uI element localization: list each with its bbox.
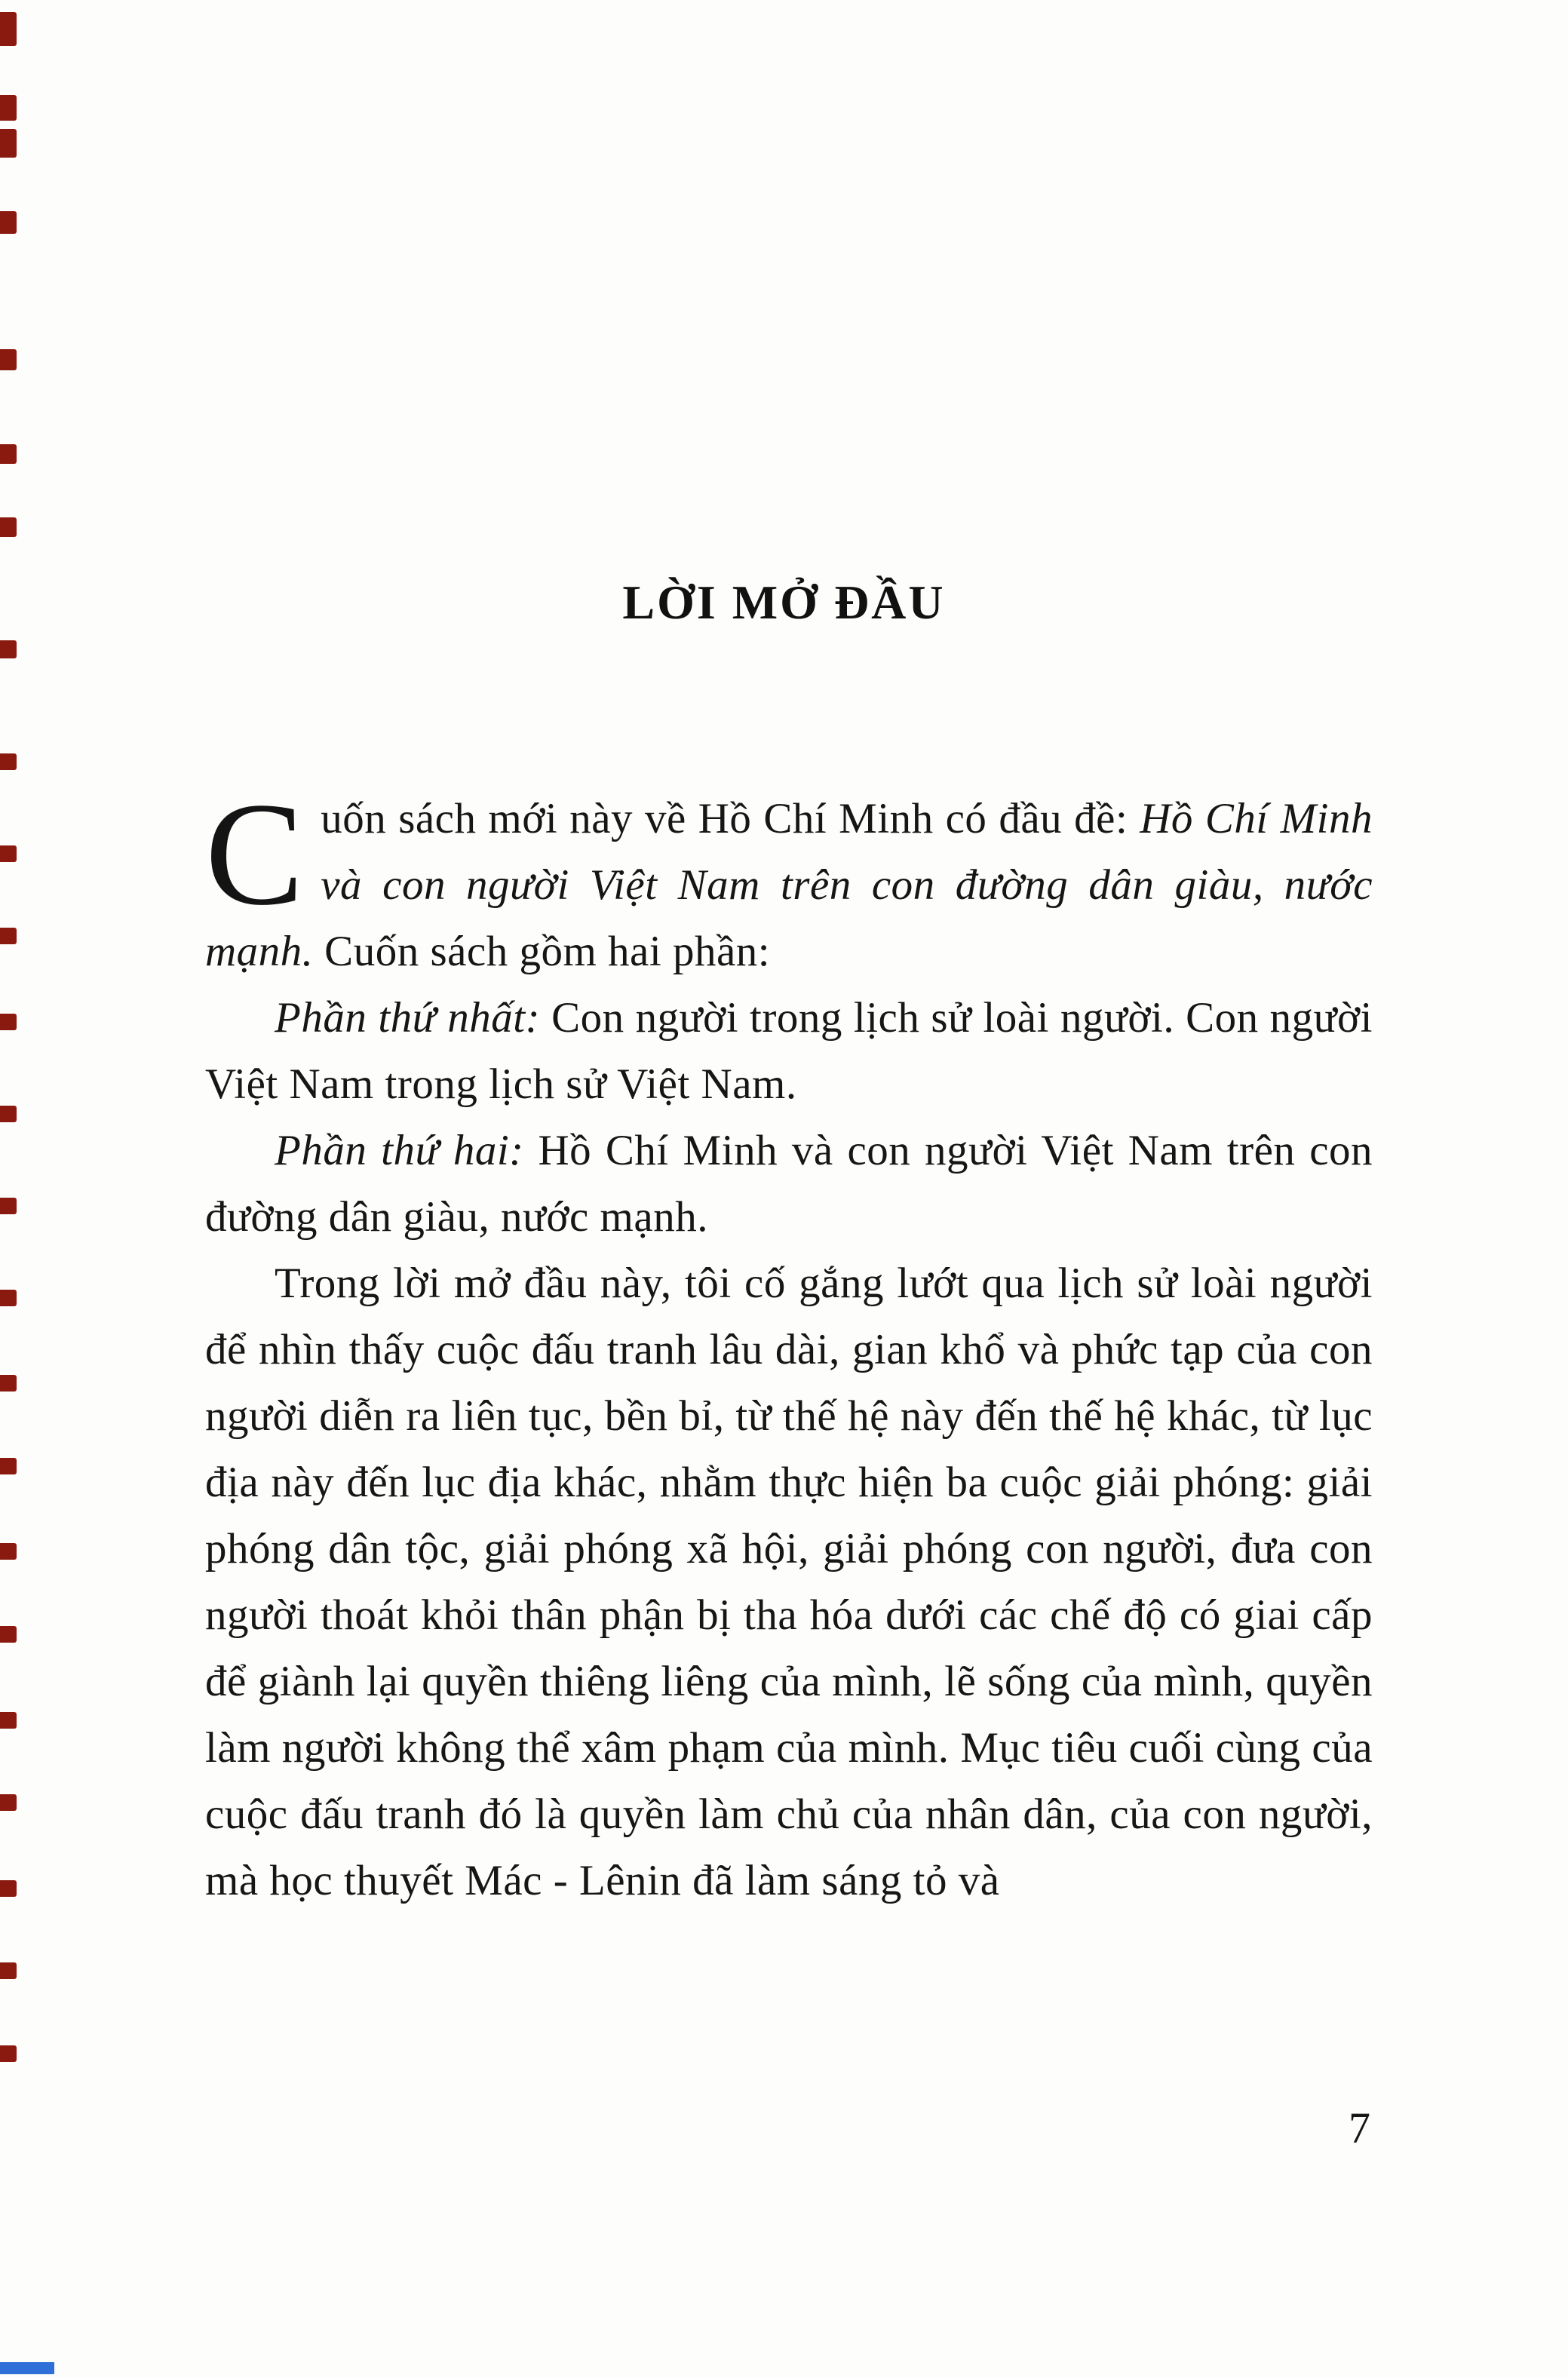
scan-edge-mark bbox=[0, 753, 17, 770]
scan-edge-mark bbox=[0, 211, 17, 234]
scan-edge-mark bbox=[0, 1290, 17, 1306]
scan-edge-mark bbox=[0, 349, 17, 370]
scan-edge-mark bbox=[0, 1198, 17, 1214]
scan-edge-mark bbox=[0, 1543, 17, 1560]
scan-edge-mark bbox=[0, 12, 17, 46]
scan-edge-mark bbox=[0, 1375, 17, 1392]
scan-edge-mark bbox=[0, 1458, 17, 1474]
scan-edge-mark bbox=[0, 444, 17, 464]
drop-cap: C bbox=[205, 772, 305, 936]
p1-lead-text: uốn sách mới này về Hồ Chí Minh có đầu đề: bbox=[321, 795, 1140, 842]
chapter-title: LỜI MỞ ĐẦU bbox=[622, 575, 946, 629]
scan-edge-mark bbox=[0, 1106, 17, 1122]
scan-edge-mark bbox=[0, 1962, 17, 1979]
scan-bottom-mark bbox=[0, 2362, 54, 2374]
scan-edge-mark bbox=[0, 517, 17, 537]
scan-edge-mark bbox=[0, 95, 17, 121]
p1-book-title-italic: Hồ Chí Minh và con người Việt Nam trên con đường dân giàu, nước mạnh. bbox=[205, 795, 1373, 975]
p4-text: Trong lời mở đầu này, tôi cố gắng lướt qua lịch sử loài người để nhìn thấy cuộc đấu tranh lâu dài, gian khổ và phức tạp của con người diễn ra liên tục, bền bỉ, từ thế hệ này đến thế hệ khác, từ lục địa này đến lục địa khác, nhằm thực hiện ba cuộc giải phóng: giải phóng dân tộc, giải phóng xã hội, giải phóng con người, đưa con người thoát khỏi thân phận bị tha hóa dưới các chế độ có giai cấp để giành lại quyền thiêng liêng của mình, lẽ sống của mình, quyền làm người không thể xâm phạm của mình. Mục tiêu cuối cùng của cuộc đấu tranh đó là quyền làm chủ của nhân dân, của con người, mà học thuyết Mác - Lênin đã làm sáng tỏ và bbox=[205, 1260, 1373, 1904]
page-number: 7 bbox=[1349, 2103, 1370, 2152]
p2-lead-italic: Phần thứ nhất: bbox=[275, 994, 541, 1042]
scan-edge-mark bbox=[0, 1626, 17, 1643]
scan-edge-mark bbox=[0, 640, 17, 658]
paragraph-4 bbox=[205, 1250, 1373, 1914]
scan-edge-mark bbox=[0, 2045, 17, 2062]
paragraph-3 bbox=[205, 1118, 1373, 1250]
paragraph-2 bbox=[205, 985, 1373, 1118]
p2-rest-text: Con người trong lịch sử loài người. Con người Việt Nam trong lịch sử Việt Nam. bbox=[205, 994, 1373, 1108]
scan-edge-mark bbox=[0, 845, 17, 862]
p3-lead-italic: Phần thứ hai: bbox=[275, 1127, 524, 1174]
p1-tail-text: Cuốn sách gồm hai phần: bbox=[313, 928, 771, 975]
scan-edge-mark bbox=[0, 129, 17, 158]
scan-edge-mark bbox=[0, 1794, 17, 1811]
scan-edge-mark bbox=[0, 928, 17, 944]
scan-edge-mark bbox=[0, 1712, 17, 1729]
paragraph-1 bbox=[205, 772, 1373, 985]
p3-rest-text: Hồ Chí Minh và con người Việt Nam trên con đường dân giàu, nước mạnh. bbox=[205, 1127, 1373, 1241]
body-text bbox=[205, 772, 1373, 1914]
scan-edge-mark bbox=[0, 1880, 17, 1897]
scan-edge-mark bbox=[0, 1014, 17, 1030]
